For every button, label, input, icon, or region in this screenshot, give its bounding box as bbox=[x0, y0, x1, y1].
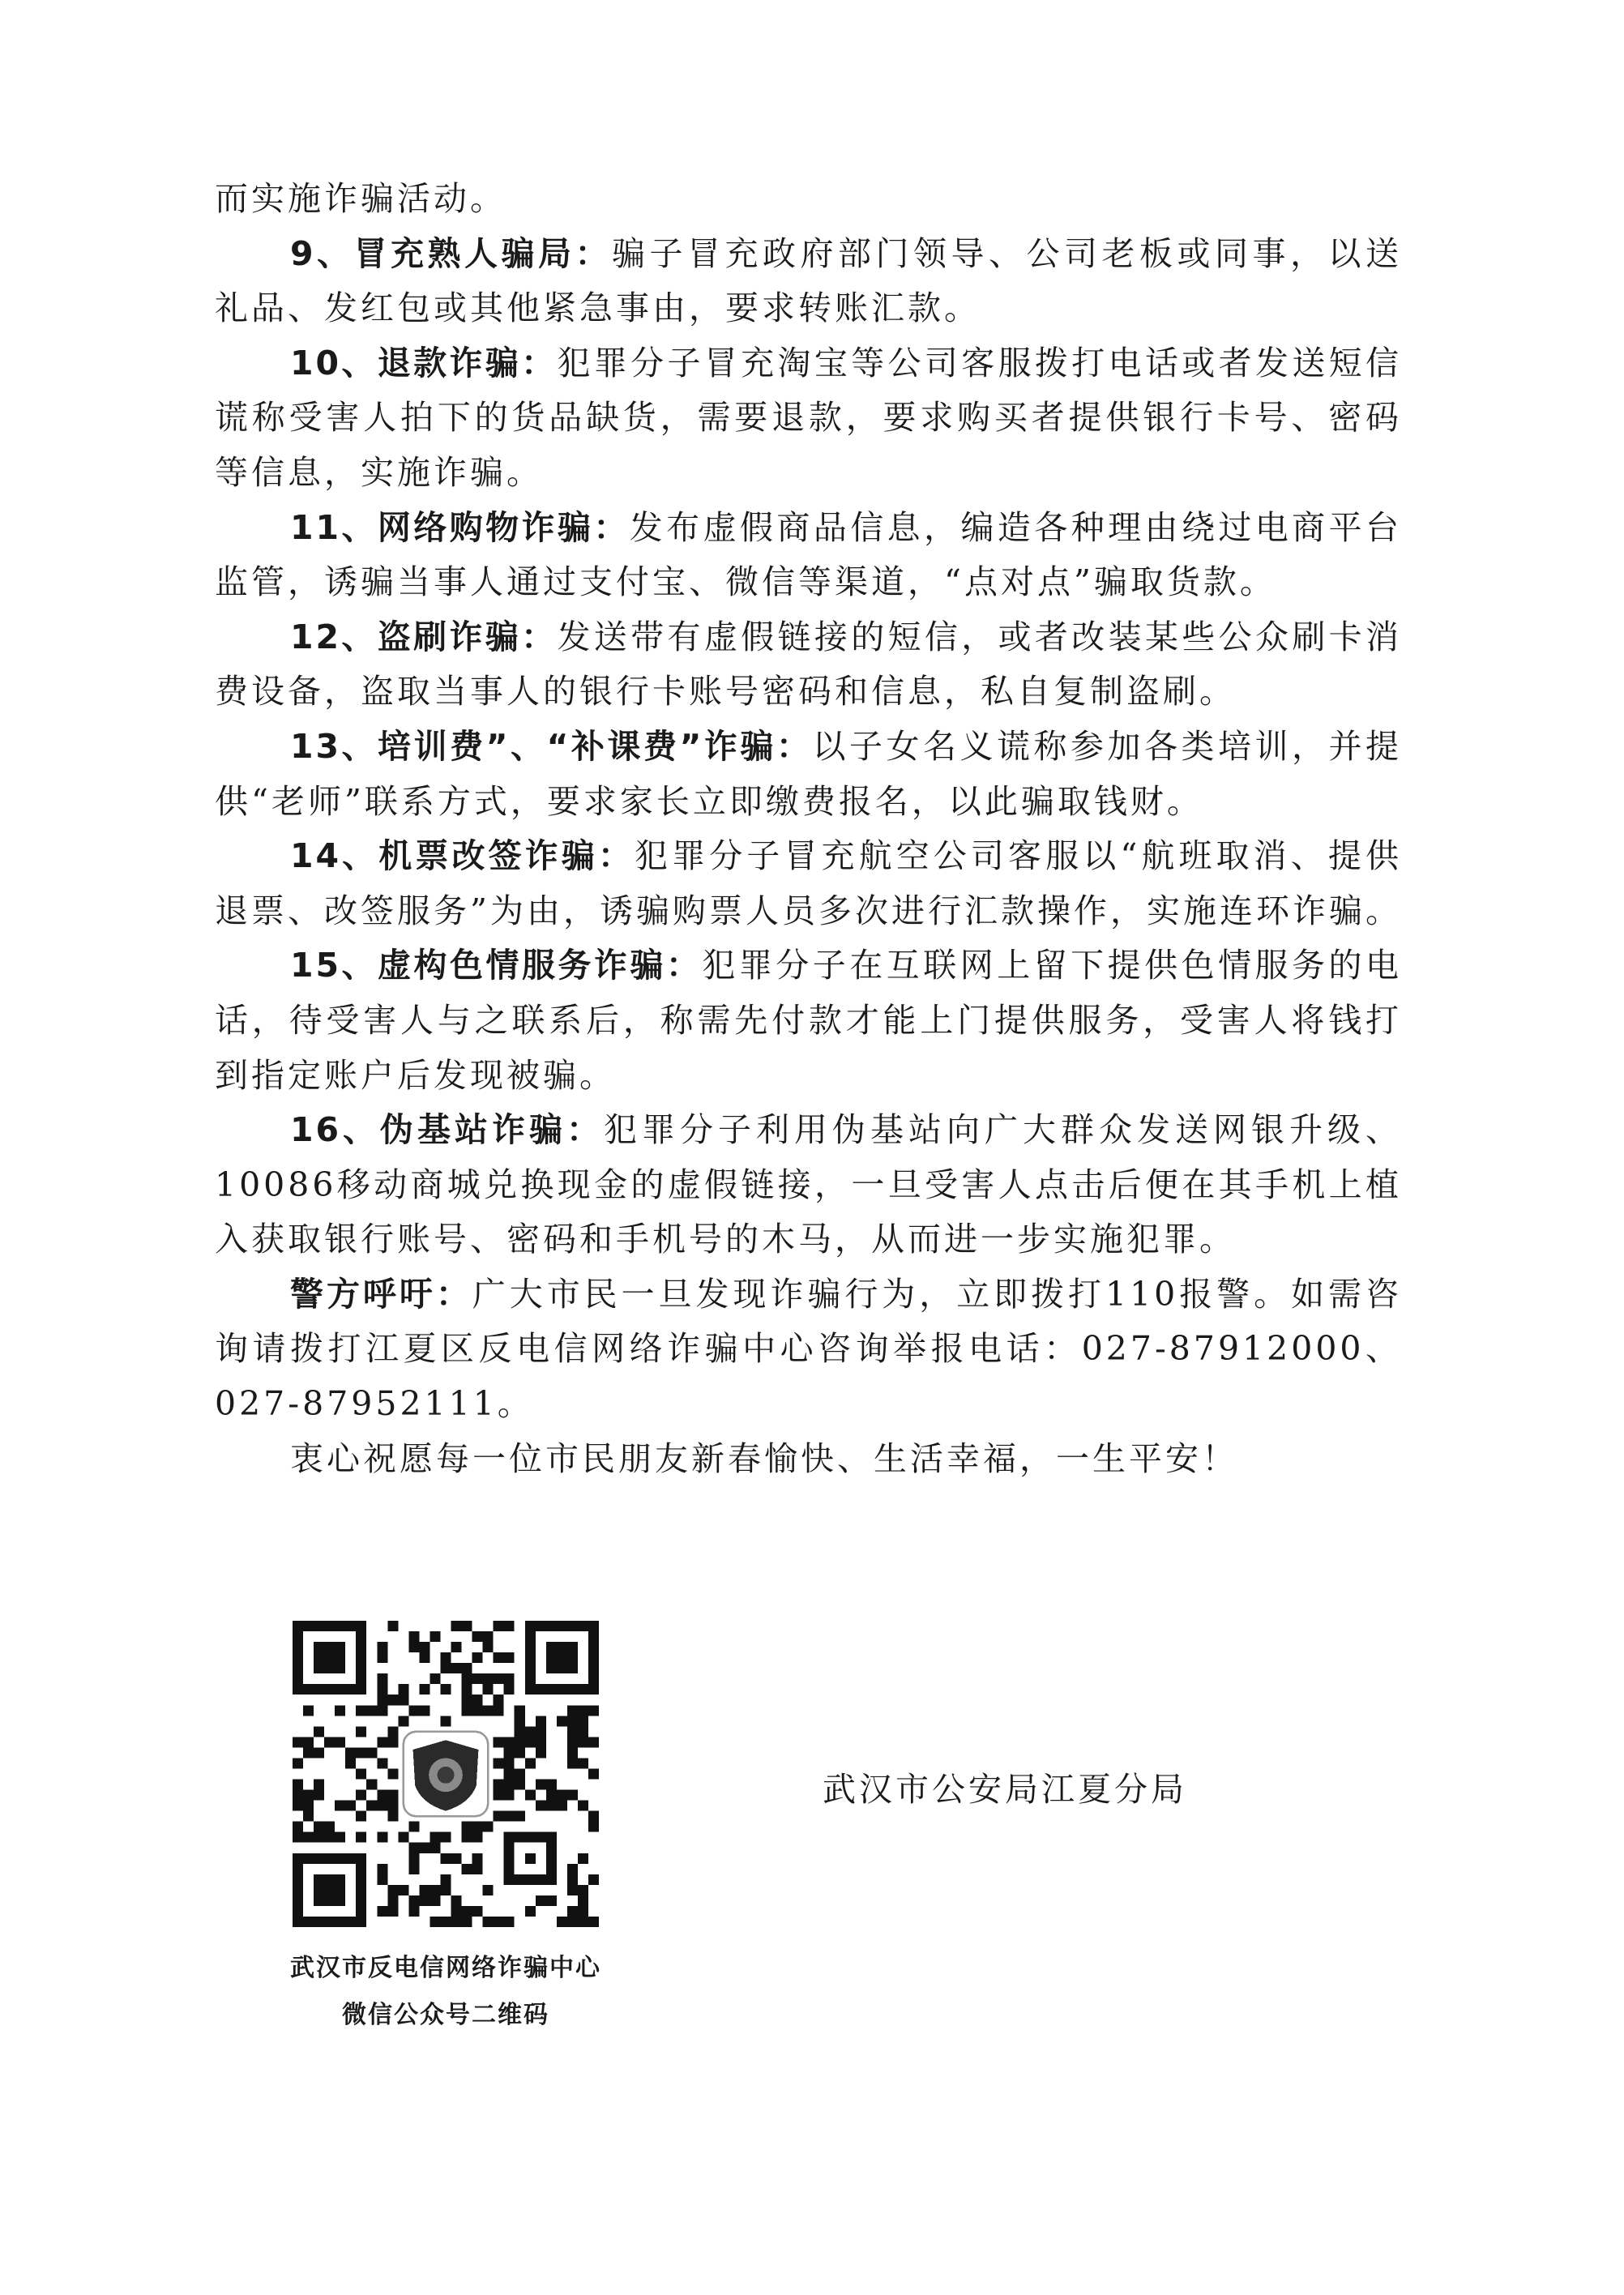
paragraph-lead: 12、盗刷诈骗： bbox=[290, 617, 558, 656]
paragraph-lead: 14、机票改签诈骗： bbox=[290, 836, 635, 876]
qr-caption-line1: 武汉市反电信网络诈骗中心 bbox=[290, 1954, 601, 1982]
paragraph-blessing bbox=[215, 1432, 1402, 1487]
paragraph-item-14 bbox=[215, 829, 1402, 938]
paragraph-text: 犯罪分子冒充航空公司客服以“航班取消、提供退票、改签服务”为由，诱骗购票人员多次进行汇款操作，实施连环诈骗。 bbox=[215, 836, 1402, 930]
paragraph-text: 发布虚假商品信息，编造各种理由绕过电商平台监管，诱骗当事人通过支付宝、微信等渠道，“点对点”骗取货款。 bbox=[215, 507, 1402, 602]
paragraph-text: 衷心祝愿每一位市民朋友新春愉快、生活幸福，一生平安！ bbox=[290, 1438, 1238, 1478]
issuer-signature: 武汉市公安局江夏分局 bbox=[823, 1770, 1187, 1809]
paragraph-item-13 bbox=[215, 720, 1402, 829]
qr-caption-line2: 微信公众号二维码 bbox=[342, 2001, 549, 2029]
paragraph-continuation bbox=[215, 172, 1402, 227]
qr-code-block bbox=[276, 1621, 616, 2039]
paragraph-lead: 16、伪基站诈骗： bbox=[290, 1110, 605, 1150]
document-body bbox=[215, 172, 1402, 1486]
paragraph-item-12 bbox=[215, 610, 1402, 720]
paragraph-police-appeal bbox=[215, 1267, 1402, 1432]
paragraph-lead: 13、培训费”、“补课费”诈骗： bbox=[290, 726, 813, 766]
paragraph-lead: 警方呼吁： bbox=[290, 1274, 472, 1314]
paragraph-text: 发送带有虚假链接的短信，或者改装某些公众刷卡消费设备，盗取当事人的银行卡账号密码和信息，私自复制盗刷。 bbox=[215, 617, 1403, 712]
paragraph-lead: 11、网络购物诈骗： bbox=[290, 507, 630, 547]
paragraph-item-15 bbox=[215, 938, 1402, 1103]
paragraph-item-10 bbox=[215, 336, 1402, 501]
paragraph-text: 而实施诈骗活动。 bbox=[215, 179, 506, 218]
paragraph-item-16 bbox=[215, 1103, 1402, 1267]
paragraph-text: 骗子冒充政府部门领导、公司老板或同事，以送礼品、发红包或其他紧急事由，要求转账汇款。 bbox=[215, 233, 1403, 328]
paragraph-text: 广大市民一旦发现诈骗行为，立即拨打110报警。如需咨询请拨打江夏区反电信网络诈骗中心咨询举报电话：027-87912000、027-87952111。 bbox=[215, 1274, 1402, 1424]
paragraph-lead: 15、虚构色情服务诈骗： bbox=[290, 946, 703, 985]
paragraph-text: 犯罪分子利用伪基站向广大群众发送网银升级、10086移动商城兑换现金的虚假链接，一旦受害人点击后便在其手机上植入获取银行账号、密码和手机号的木马，从而进一步实施犯罪。 bbox=[215, 1110, 1403, 1259]
paragraph-lead: 10、退款诈骗： bbox=[290, 343, 558, 382]
police-badge-icon bbox=[404, 1732, 488, 1816]
qr-code-image[interactable] bbox=[293, 1621, 599, 1927]
paragraph-text: 犯罪分子冒充淘宝等公司客服拨打电话或者发送短信谎称受害人拍下的货品缺货，需要退款，要求购买者提供银行卡号、密码等信息，实施诈骗。 bbox=[215, 343, 1403, 492]
paragraph-text: 以子女名义谎称参加各类培训，并提供“老师”联系方式，要求家长立即缴费报名，以此骗取钱财。 bbox=[215, 726, 1402, 821]
paragraph-lead: 9、冒充熟人骗局： bbox=[290, 233, 613, 273]
qr-caption bbox=[276, 1945, 616, 2039]
paragraph-item-11 bbox=[215, 501, 1402, 610]
paragraph-item-9 bbox=[215, 227, 1402, 336]
paragraph-text: 犯罪分子在互联网上留下提供色情服务的电话，待受害人与之联系后，称需先付款才能上门提供服务，受害人将钱打到指定账户后发现被骗。 bbox=[215, 946, 1402, 1095]
